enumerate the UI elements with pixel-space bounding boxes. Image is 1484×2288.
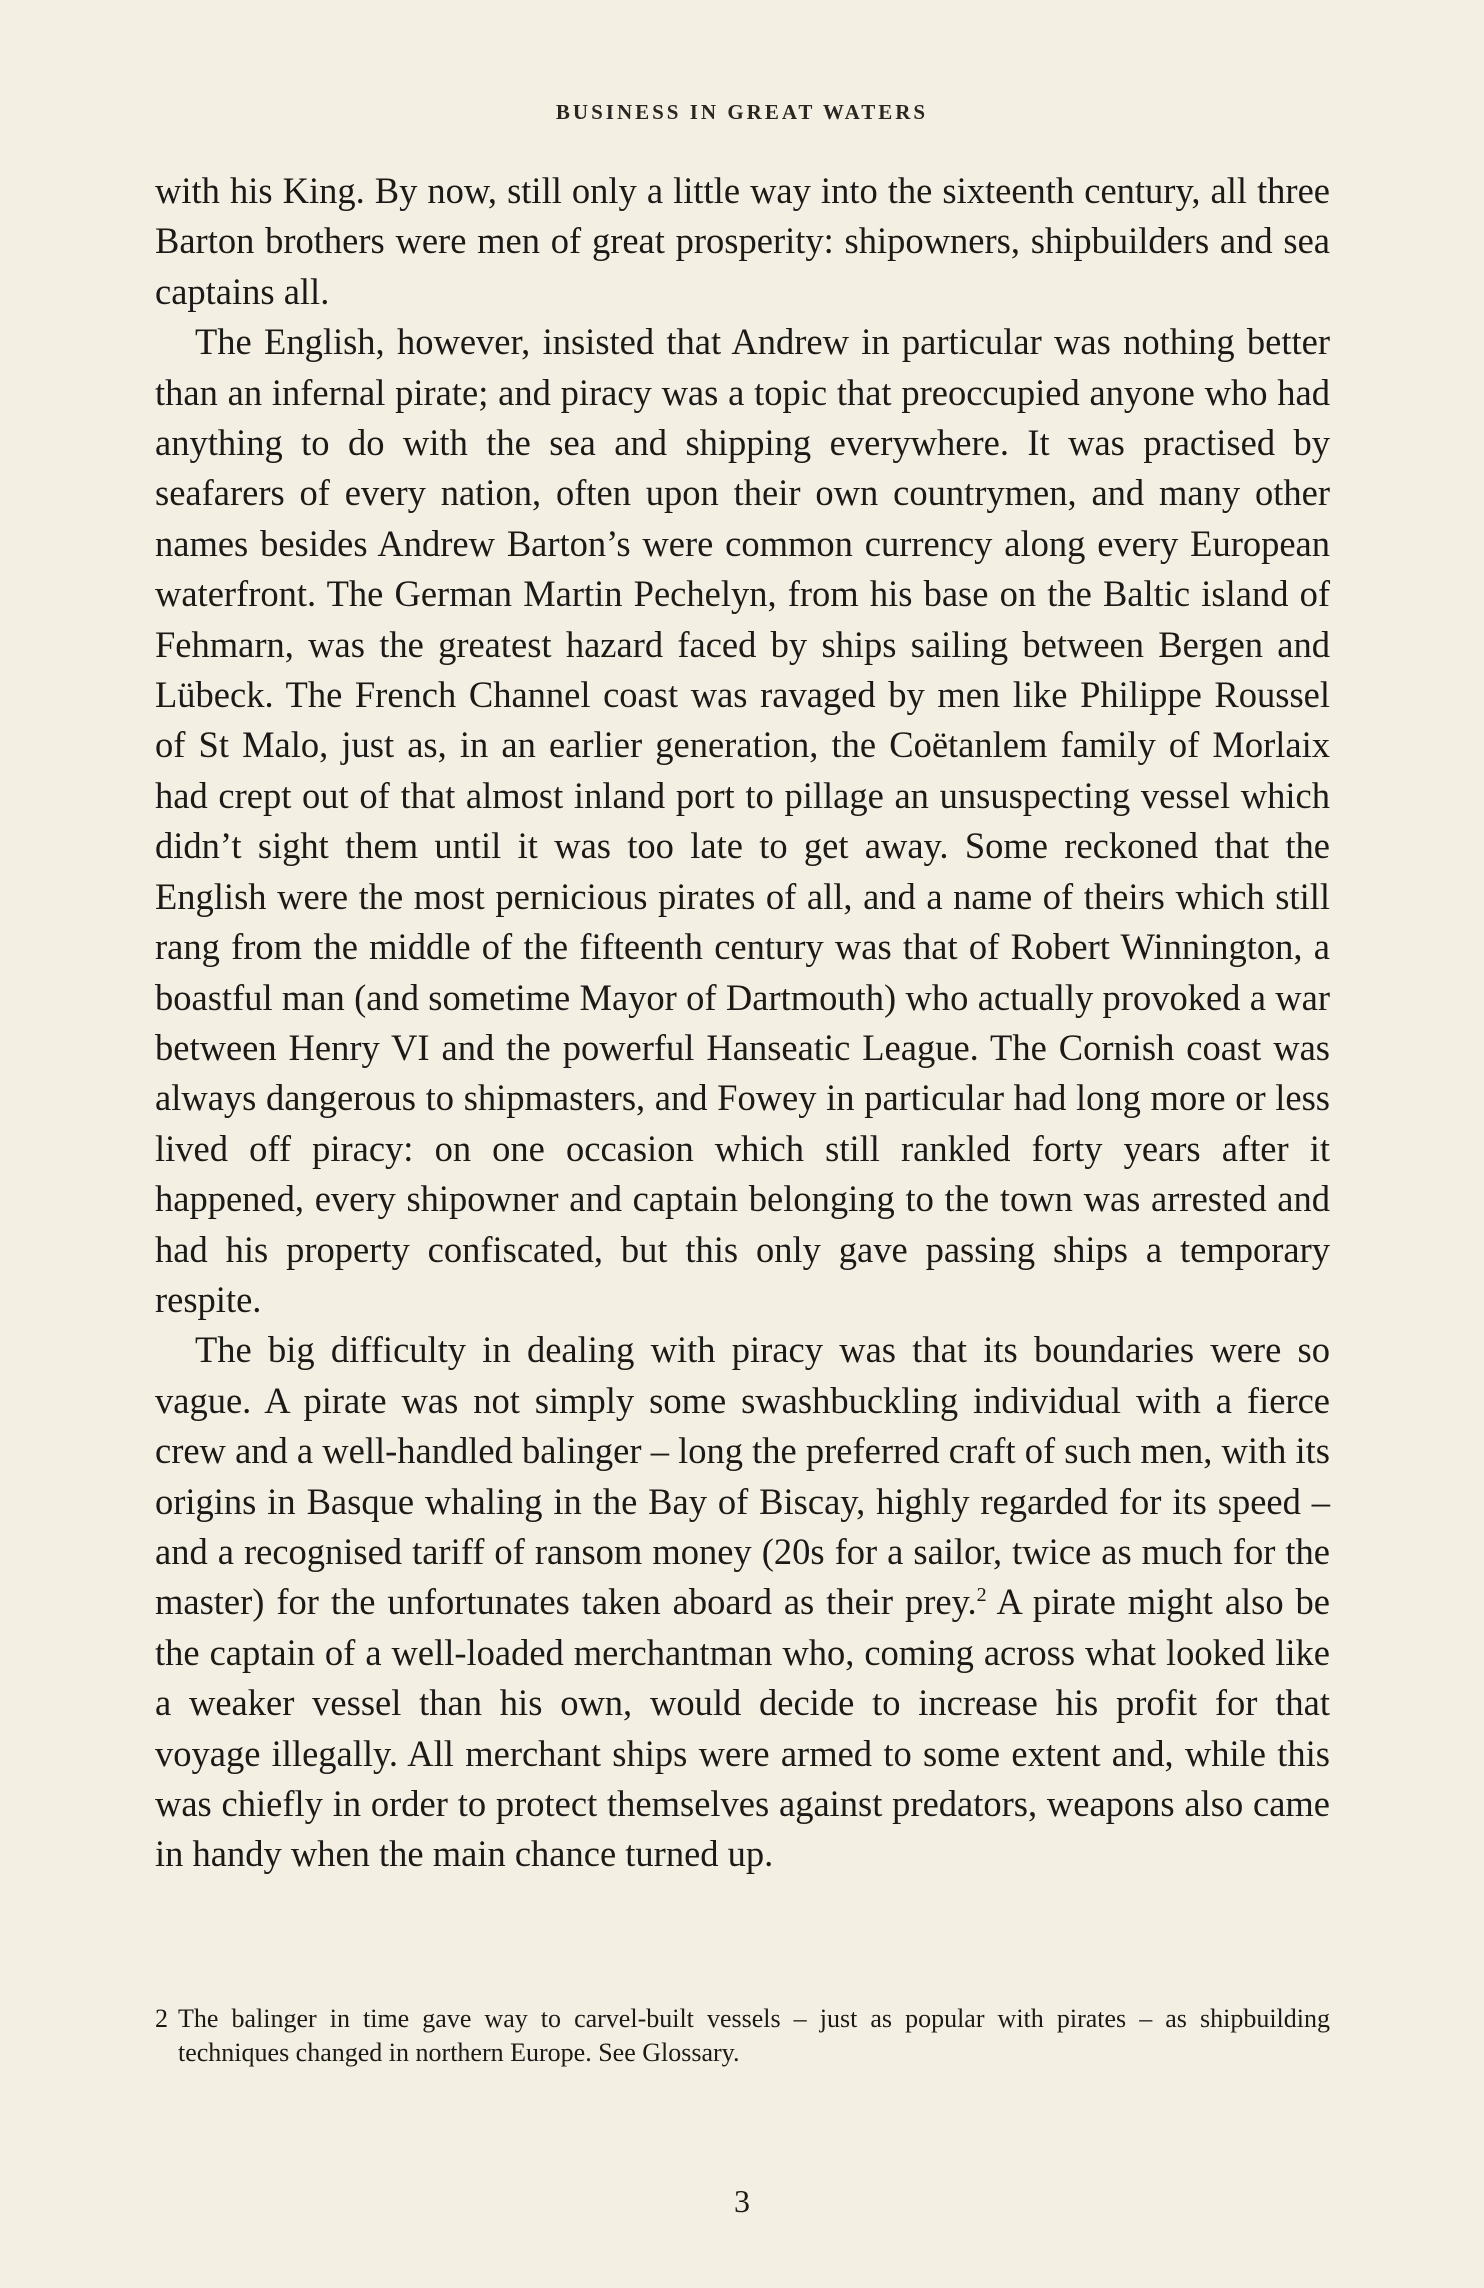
- paragraph-2: The English, however, insisted that Andrew in particular was nothing better than an infernal pirate; and piracy was a topic that preoccupied anyone who had anything to do with the sea and shipping everywhere. It was practised by seafarers of every nation, often upon their own countrymen, and many other names besides Andrew Barton’s were common currency along every European waterfront. The German Martin Pechelyn, from his base on the Baltic island of Fehmarn, was the greatest hazard faced by ships sailing between Bergen and Lübeck. The French Channel coast was ravaged by men like Philippe Roussel of St Malo, just as, in an earlier generation, the Coëtanlem family of Morlaix had crept out of that almost inland port to pillage an unsuspecting vessel which didn’t sight them until it was too late to get away. Some reckoned that the English were the most pernicious pirates of all, and a name of theirs which still rang from the middle of the fifteenth century was that of Robert Winnington, a boastful man (and sometime Mayor of Dartmouth) who actually provoked a war between Henry VI and the powerful Hanseatic League. The Cornish coast was always dangerous to shipmasters, and Fowey in particular had long more or less lived off piracy: on one occasion which still rankled forty years after it happened, every shipowner and captain belonging to the town was arrested and had his property confiscated, but this only gave passing ships a temporary respite.: [155, 321, 1330, 1320]
- footnote-text: The balinger in time gave way to carvel-built vessels – just as popular with pirates – as shipbuilding techniques changed in northern Europe. See Glossary.: [178, 2004, 1330, 2067]
- paragraph-1: with his King. By now, still only a little way into the sixteenth century, all three Barton brothers were men of great prosperity: shipowners, shipbuilders and sea captains all.: [155, 170, 1330, 312]
- body-text: [155, 166, 1330, 1880]
- running-head: BUSINESS IN GREAT WATERS: [555, 100, 929, 124]
- paragraph-3-part-1: The big difficulty in dealing with piracy was that its boundaries were so vague. A pirate was not simply some swashbuckling individual with a fierce crew and a well-handled balinger – long the preferred craft of such men, with its origins in Basque whaling in the Bay of Biscay, highly regarded for its speed – and a recognised tariff of ransom money (20s for a sailor, twice as much for the master) for the unfortunates taken aboard as their prey.: [155, 1329, 1330, 1623]
- footnote-marker: 2: [976, 1584, 987, 1607]
- paragraph-3: [155, 1325, 1330, 1879]
- page-number: 3: [734, 2183, 750, 2219]
- footnote-number: 2: [155, 2004, 168, 2033]
- paragraph-3-part-2: A pirate might also be the captain of a well-loaded merchantman who, coming across what looked like a weaker vessel than his own, would decide to increase his profit for that voyage illegally. All merchant ships were armed to some extent and, while this was chiefly in order to protect themselves against predators, weapons also came in handy when the main chance turned up.: [155, 1581, 1330, 1875]
- footnote: [155, 2002, 1330, 2070]
